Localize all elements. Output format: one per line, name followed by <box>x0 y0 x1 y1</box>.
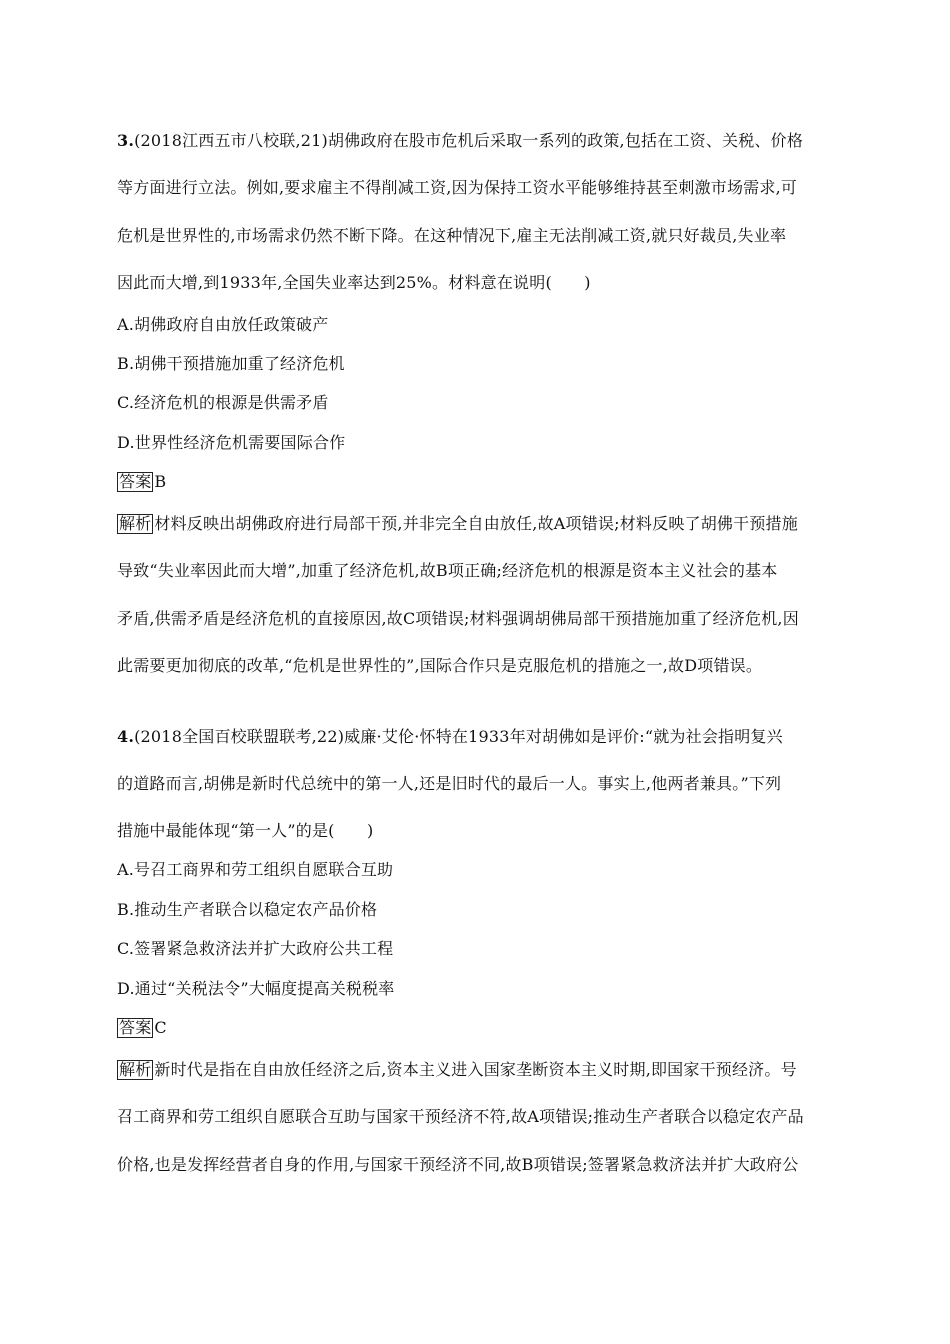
q3-option-b: B.胡佛干预措施加重了经济危机 <box>117 354 345 373</box>
q3-number: 3. <box>117 131 135 150</box>
q4-analysis-1: 新时代是指在自由放任经济之后,资本主义进入国家垄断资本主义时期,即国家干预经济。号 <box>154 1060 797 1079</box>
q4-number: 4. <box>117 727 135 746</box>
q4-stem-1: (2018全国百校联盟联考,22)威廉·艾伦·怀特在1933年对胡佛如是评价:“就为社会指明复兴 <box>134 727 783 746</box>
analysis-tag: 解析 <box>119 1060 152 1079</box>
q4-analysis-2: 召工商界和劳工组织自愿联合互助与国家干预经济不符,故A项错误;推动生产者联合以稳定农产品 <box>117 1107 804 1126</box>
q4-line-2: 的道路而言,胡佛是新时代总统中的第一人,还是旧时代的最后一人。事实上,他两者兼具。”下列 <box>117 774 782 793</box>
q4-line-1 <box>117 727 783 747</box>
q4-answer-row <box>117 1018 167 1038</box>
q4-option-b: B.推动生产者联合以稳定农产品价格 <box>117 900 378 919</box>
q4-answer: C <box>154 1018 167 1037</box>
analysis-tag: 解析 <box>119 514 152 533</box>
answer-tag: 答案 <box>119 472 152 491</box>
q3-option-d: D.世界性经济危机需要国际合作 <box>117 433 346 452</box>
q4-analysis-3: 价格,也是发挥经营者自身的作用,与国家干预经济不同,故B项错误;签署紧急救济法并扩大政府公 <box>117 1155 799 1174</box>
q3-option-a: A.胡佛政府自由放任政策破产 <box>117 315 329 334</box>
q3-analysis-row-1 <box>117 514 798 534</box>
q3-line-4: 因此而大增,到1933年,全国失业率达到25%。材料意在说明( ) <box>117 273 591 292</box>
q3-line-2: 等方面进行立法。例如,要求雇主不得削减工资,因为保持工资水平能够维持甚至刺激市场需求,可 <box>117 178 798 197</box>
q3-line-3: 危机是世界性的,市场需求仍然不断下降。在这种情况下,雇主无法削减工资,就只好裁员,失业率 <box>117 226 787 245</box>
answer-tag: 答案 <box>119 1018 152 1037</box>
q4-line-3: 措施中最能体现“第一人”的是( ) <box>117 821 374 840</box>
q3-option-c: C.经济危机的根源是供需矛盾 <box>117 393 329 412</box>
q3-analysis-2: 导致“失业率因此而大增”,加重了经济危机,故B项正确;经济危机的根源是资本主义社会的基本 <box>117 561 778 580</box>
q3-stem-1: (2018江西五市八校联,21)胡佛政府在股市危机后采取一系列的政策,包括在工资、关税、价格 <box>134 131 804 150</box>
q3-answer-row <box>117 472 166 492</box>
q4-option-a: A.号召工商界和劳工组织自愿联合互助 <box>117 860 394 879</box>
q3-analysis-3: 矛盾,供需矛盾是经济危机的直接原因,故C项错误;材料强调胡佛局部干预措施加重了经济危机,因 <box>117 609 799 628</box>
q3-analysis-4: 此需要更加彻底的改革,“危机是世界性的”,国际合作只是克服危机的措施之一,故D项错误。 <box>117 656 763 675</box>
q4-option-c: C.签署紧急救济法并扩大政府公共工程 <box>117 939 394 958</box>
q3-analysis-1: 材料反映出胡佛政府进行局部干预,并非完全自由放任,故A项错误;材料反映了胡佛干预措施 <box>154 514 798 533</box>
q4-option-d: D.通过“关税法令”大幅度提高关税税率 <box>117 979 395 998</box>
q4-analysis-row-1 <box>117 1060 797 1080</box>
q3-line-1 <box>117 131 803 151</box>
q3-answer: B <box>154 472 167 491</box>
